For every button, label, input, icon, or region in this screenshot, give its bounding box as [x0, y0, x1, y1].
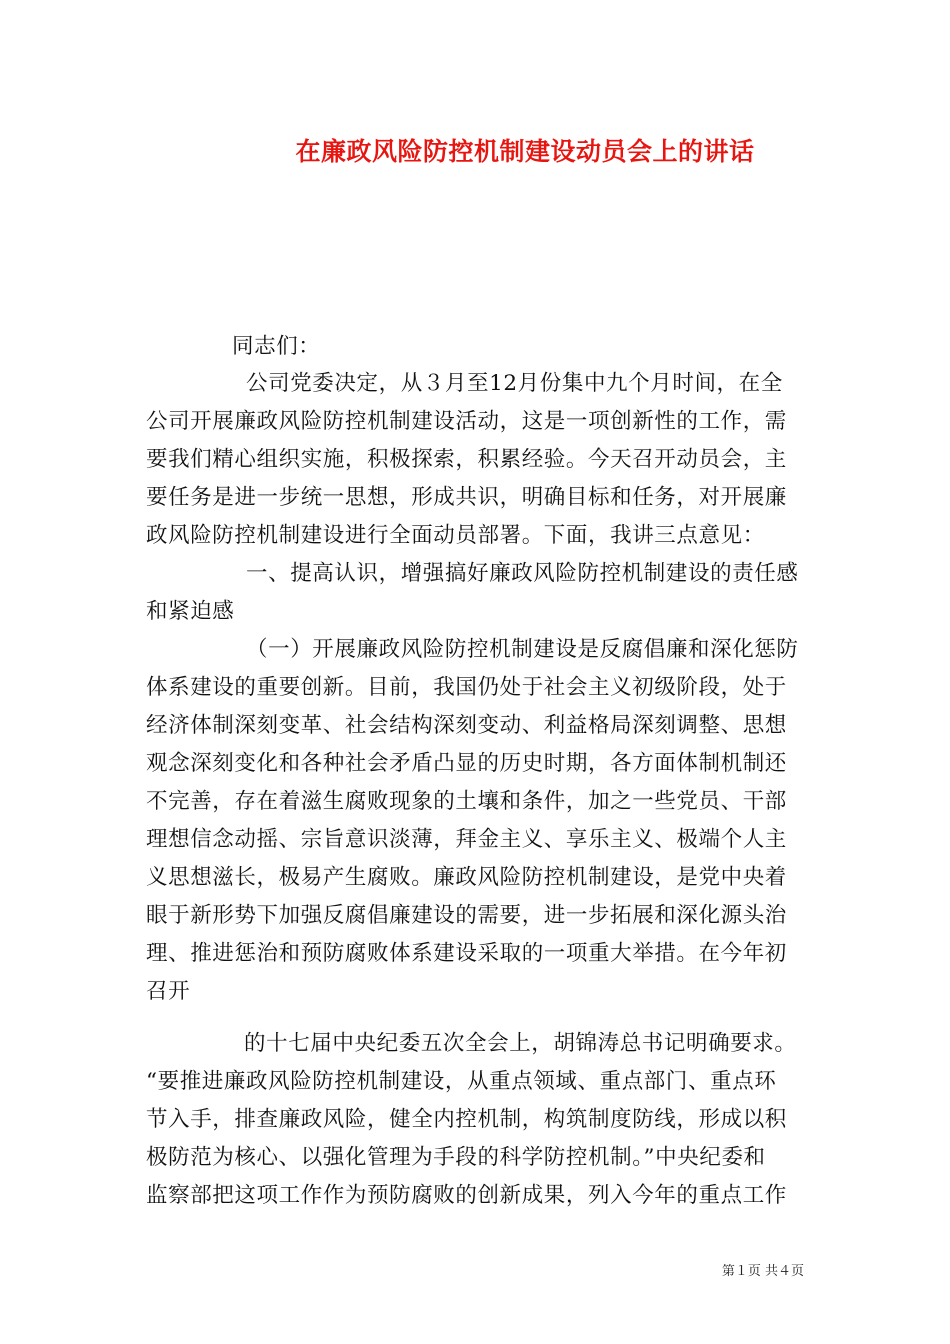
paragraph-line: 眼于新形势下加强反腐倡廉建设的需要，进一步拓展和深化源头治 [146, 903, 787, 928]
paragraph-line: 公司党委决定，从３月至12月份集中九个月时间，在全 [246, 371, 783, 396]
paragraph-line: 经济体制深刻变革、社会结构深刻变动、利益格局深刻调整、思想 [146, 713, 787, 738]
quote-line: 节入手，排查廉政风险，健全内控机制，构筑制度防线，形成以积 [146, 1107, 787, 1132]
paragraph-line: 政风险防控机制建设进行全面动员部署。下面，我讲三点意见： [146, 523, 765, 548]
paragraph-line: 公司开展廉政风险防控机制建设活动，这是一项创新性的工作，需 [146, 409, 787, 434]
paragraph-line: 义思想滋长，极易产生腐败。廉政风险防控机制建设，是党中央着 [146, 865, 787, 890]
quote-line: “要推进廉政风险防控机制建设，从重点领域、重点部门、重点环 [146, 1069, 777, 1094]
section-heading: 和紧迫感 [146, 599, 235, 624]
paragraph-line: 理想信念动摇、宗旨意识淡薄，拜金主义、享乐主义、极端个人主 [146, 827, 787, 852]
page-indicator: 第１页 共４页 [721, 1264, 804, 1279]
paragraph-line: 体系建设的重要创新。目前，我国仍处于社会主义初级阶段，处于 [146, 675, 787, 700]
paragraph-line: 要我们精心组织实施，积极探索，积累经验。今天召开动员会，主 [146, 447, 787, 472]
section-heading: 一、提高认识，增强搞好廉政风险防控机制建设的责任感 [246, 561, 799, 586]
quote-line: 极防范为核心、以强化管理为手段的科学防控机制。”中央纪委和 [146, 1145, 766, 1170]
document-title: 在廉政风险防控机制建设动员会上的讲话 [295, 137, 755, 166]
paragraph-line: 的十七届中央纪委五次全会上，胡锦涛总书记明确要求。 [244, 1031, 797, 1056]
paragraph-line: 不完善，存在着滋生腐败现象的土壤和条件，加之一些党员、干部 [146, 789, 787, 814]
paragraph-line: 理、推进惩治和预防腐败体系建设采取的一项重大举措。在今年初 [146, 941, 787, 966]
paragraph-line: 召开 [146, 979, 191, 1004]
paragraph-line: 观念深刻变化和各种社会矛盾凸显的历史时期，各方面体制机制还 [146, 751, 787, 776]
subsection-heading: （一）开展廉政风险防控机制建设是反腐倡廉和深化惩防 [246, 637, 799, 662]
paragraph-line: 监察部把这项工作作为预防腐败的创新成果，列入今年的重点工作 [146, 1183, 787, 1208]
salutation: 同志们： [232, 334, 321, 359]
paragraph-line: 要任务是进一步统一思想，形成共识，明确目标和任务，对开展廉 [146, 485, 787, 510]
